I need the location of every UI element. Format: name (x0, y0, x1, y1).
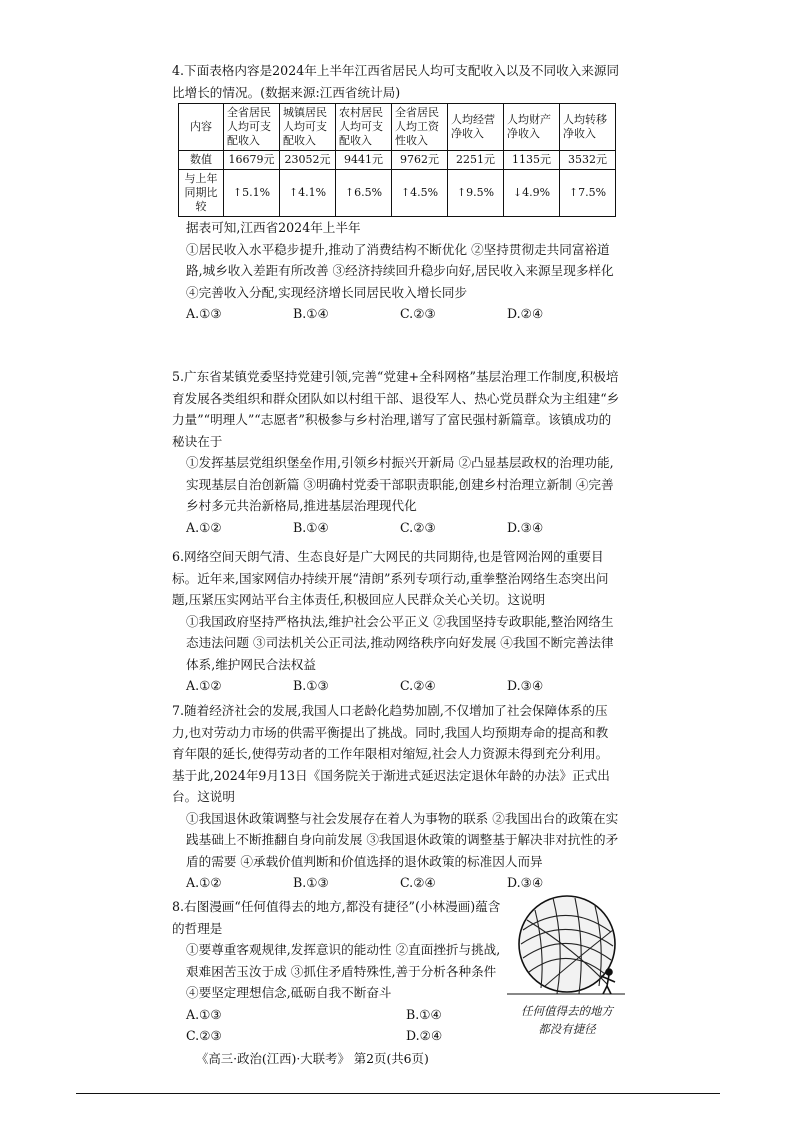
option-a[interactable]: A.①② (186, 678, 222, 693)
table-cell: ↑6.5% (336, 170, 392, 217)
option-c[interactable]: C.②③ (186, 1028, 222, 1043)
question-5-stem: 5.广东省某镇党委坚持党建引领,完善“党建+全科网格”基层治理工作制度,积极培育发展各类组织和群众团队如以村组干部、退役军人、热心党员群众为主组建“乡力量”“明理人”“志愿者”积极参与乡村治理,谱写了富民强村新篇章。该镇成功的秘诀在于 (172, 369, 620, 449)
question-7-stem: 7.随着经济社会的发展,我国人口老龄化趋势加剧,不仅增加了社会保障体系的压力,也对劳动力市场的供需平衡提出了挑战。同时,我国人均预期寿命的提高和教育年限的延长,使得劳动者的工作年限相对缩短,社会人力资源未得到充分利用。基于此,2024年9月13日《国务院关于渐进式延迟法定退休年龄的办法》正式出台。这说明 (172, 703, 610, 804)
question-6-statements: ①我国政府坚持严格执法,维护社会公平正义 ②我国坚持专政职能,整治网络生态违法问题 ③司法机关公正司法,推动网络秩序向好发展 ④我国不断完善法律体系,维护网民合法权益 (186, 613, 614, 672)
question-6-options (172, 675, 620, 697)
question-8-stem: 8.右图漫画“任何值得去的地方,都没有捷径”(小林漫画)蕴含的哲理是 (172, 899, 501, 936)
question-5-options (172, 517, 620, 539)
table-row-change (179, 170, 616, 217)
row-label: 数值 (179, 151, 224, 170)
table-cell: 2251元 (448, 151, 504, 170)
bottom-divider (76, 1093, 720, 1094)
row-label: 与上年同期比较 (179, 170, 224, 217)
option-d[interactable]: D.③④ (507, 678, 544, 693)
column-header: 全省居民人均可支配收入 (224, 104, 280, 151)
row-label: 内容 (179, 104, 224, 151)
table-cell: ↓4.9% (504, 170, 560, 217)
option-d[interactable]: D.③④ (507, 519, 544, 535)
column-header: 人均转移净收入 (560, 104, 616, 151)
table-row-values (179, 151, 616, 170)
option-a[interactable]: A.①② (186, 519, 222, 535)
question-4-stem: 4.下面表格内容是2024年上半年江西省居民人均可支配收入以及不同收入来源同比增长的情况。(数据来源:江西省统计局) (172, 63, 620, 100)
question-8-options (172, 1004, 502, 1047)
column-header: 人均经营净收入 (448, 104, 504, 151)
option-c[interactable]: C.②④ (400, 875, 436, 890)
table-cell: 9762元 (392, 151, 448, 170)
question-5-statements: ①发挥基层党组织堡垒作用,引领乡村振兴开新局 ②凸显基层政权的治理功能,实现基层自治创新篇 ③明确村党委干部职责职能,创建乡村治理立新制 ④完善乡村多元共治新格局,推进基层治理现代化 (186, 455, 614, 513)
question-4-statements: ①居民收入水平稳步提升,推动了消费结构不断优化 ②坚持贯彻走共同富裕道路,城乡收入差距有所改善 ③经济持续回升稳步向好,居民收入来源呈现多样化 ④完善收入分配,实现经济增长同居民收入增长同步 (186, 241, 614, 300)
table-cell: ↑5.1% (224, 170, 280, 217)
page-footer: 《高三·政治(江西)·大联考》 第2页(共6页) (196, 1051, 429, 1066)
option-b[interactable]: B.①④ (406, 1006, 442, 1022)
table-cell: 23052元 (280, 151, 336, 170)
option-c[interactable]: C.②③ (400, 306, 436, 321)
question-4-options (172, 303, 620, 325)
option-d[interactable]: D.②④ (507, 306, 544, 321)
column-header: 人均财产净收入 (504, 104, 560, 151)
question-6 (172, 546, 620, 697)
option-a[interactable]: A.①③ (186, 1006, 222, 1022)
question-8 (172, 896, 502, 1047)
table-cell: 16679元 (224, 151, 280, 170)
option-d[interactable]: D.②④ (406, 1028, 443, 1043)
column-header: 农村居民人均可支配收入 (336, 104, 392, 151)
question-5 (172, 366, 620, 538)
option-b[interactable]: B.①③ (293, 875, 329, 890)
option-c[interactable]: C.②④ (400, 678, 436, 693)
question-7 (172, 700, 620, 894)
question-7-statements: ①我国退休政策调整与社会发展存在着人为事物的联系 ②我国出台的政策在实践基础上不断推翻自身向前发展 ③我国退休政策的调整基于解决非对抗性的矛盾的需要 ④承载价值判断和价值选择的退休政策的标准因人而异 (186, 810, 619, 869)
column-header: 全省居民人均工资性收入 (392, 104, 448, 151)
option-b[interactable]: B.①③ (293, 678, 329, 693)
table-cell: ↑4.1% (280, 170, 336, 217)
table-row-header (179, 104, 616, 151)
question-4-lead: 据表可知,江西省2024年上半年 (186, 220, 361, 235)
cartoon-caption-line-1: 任何值得去的地方 (521, 1004, 613, 1018)
table-cell: ↑9.5% (448, 170, 504, 217)
option-a[interactable]: A.①② (186, 875, 222, 890)
cartoon-caption (508, 1002, 626, 1038)
option-a[interactable]: A.①③ (186, 306, 222, 321)
option-c[interactable]: C.②③ (400, 519, 436, 535)
table-cell: 3532元 (560, 151, 616, 170)
cartoon-caption-line-2: 都没有捷径 (538, 1022, 596, 1036)
option-d[interactable]: D.③④ (507, 875, 544, 890)
question-8-statements: ①要尊重客观规律,发挥意识的能动性 ②直面挫折与挑战,艰难困苦玉汝于成 ③抓住矛盾特殊性,善于分析各种条件 ④要坚定理想信念,砥砺自我不断奋斗 (186, 942, 501, 1000)
question-4 (172, 60, 620, 325)
option-b[interactable]: B.①④ (293, 519, 329, 535)
column-header: 城镇居民人均可支配收入 (280, 104, 336, 151)
question-6-stem: 6.网络空间天朗气清、生态良好是广大网民的共同期待,也是管网治网的重要目标。近年来,国家网信办持续开展“清朗”系列专项行动,重拳整治网络生态突出问题,压紧压实网站平台主体责任,积极回应人民群众关心关切。这说明 (172, 549, 609, 607)
table-cell: 9441元 (336, 151, 392, 170)
table-cell: ↑7.5% (560, 170, 616, 217)
table-cell: ↑4.5% (392, 170, 448, 217)
income-table (178, 103, 616, 217)
table-cell: 1135元 (504, 151, 560, 170)
option-b[interactable]: B.①④ (293, 306, 329, 321)
